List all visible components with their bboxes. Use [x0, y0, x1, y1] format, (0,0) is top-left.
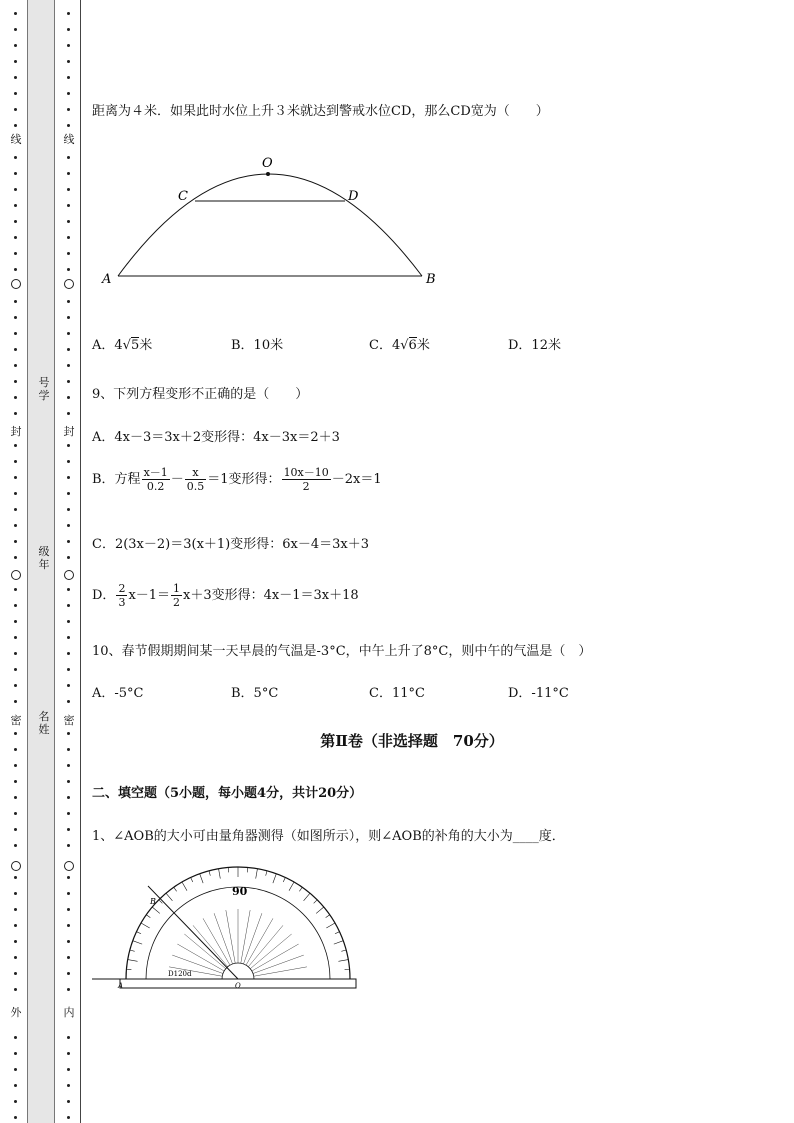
- margin-dot: [14, 1100, 17, 1103]
- label-o: O: [262, 156, 273, 171]
- q8-option-c[interactable]: C．4√6米: [369, 338, 430, 353]
- margin-dot: [14, 828, 17, 831]
- q9-stem: 9、下列方程变形不正确的是（ ）: [92, 387, 309, 402]
- margin-dot: [67, 476, 70, 479]
- margin-dot: [67, 60, 70, 63]
- q8-stem: 距离为４米．如果此时水位上升３米就达到警戒水位CD，那么CD宽为（ ）: [92, 104, 549, 119]
- margin-dot: [14, 12, 17, 15]
- margin-dot: [14, 524, 17, 527]
- left-char-xian: 线: [10, 133, 22, 146]
- fraction: $\frac{x}{0.5}$: [186, 466, 205, 493]
- margin-dot: [67, 12, 70, 15]
- margin-dot: [14, 940, 17, 943]
- margin-dot: [14, 748, 17, 751]
- margin-dot: [67, 412, 70, 415]
- sqrt-icon: √: [122, 338, 131, 353]
- protractor-tick: [152, 907, 160, 913]
- margin-dot: [14, 76, 17, 79]
- protractor-spoke: [252, 944, 299, 971]
- protractor-tick: [182, 882, 187, 891]
- label-c: C: [178, 189, 188, 204]
- margin-dot: [14, 892, 17, 895]
- part-2-heading: 二、填空题（5小题，每小题4分，共计20分）: [92, 786, 363, 801]
- margin-dot: [14, 412, 17, 415]
- protractor-tick: [314, 900, 318, 904]
- protractor-tick: [335, 932, 340, 934]
- margin-dot: [14, 396, 17, 399]
- margin-dot: [14, 1084, 17, 1087]
- q10-stem: 10、春节假期期间某一天早晨的气温是-3°C，中午上升了8°C，则中午的气温是（ ）: [92, 644, 592, 659]
- margin-dot: [67, 380, 70, 383]
- q9-option-b[interactable]: B．方程 $\frac{x-1}{0.2}$ － $\frac{x}{0.5}$ ＝1变形得： $\frac{10x-10}{2}$ －2x＝1: [92, 466, 382, 493]
- margin-dot: [67, 748, 70, 751]
- protractor-spoke: [214, 913, 232, 964]
- protractor-tick: [299, 887, 302, 891]
- margin-dot: [14, 1036, 17, 1039]
- margin-dot: [67, 444, 70, 447]
- margin-dot: [14, 364, 17, 367]
- q10-option-a[interactable]: A．-5°C: [92, 686, 144, 701]
- margin-dot: [14, 236, 17, 239]
- margin-dot: [67, 220, 70, 223]
- q9-option-c[interactable]: C．2(3x－2)＝3(x＋1)变形得：6x－4＝3x＋3: [92, 537, 369, 552]
- margin-dot: [14, 332, 17, 335]
- protractor-spoke: [248, 925, 283, 966]
- margin-dot: [67, 876, 70, 879]
- label-o: O: [235, 982, 241, 990]
- protractor-tick: [273, 874, 276, 883]
- margin-dot: [14, 620, 17, 623]
- right-char-feng: 封: [63, 425, 75, 438]
- margin-dot: [14, 764, 17, 767]
- margin-dot: [14, 924, 17, 927]
- margin-dot: [14, 684, 17, 687]
- protractor-tick: [130, 950, 135, 951]
- protractor-tick: [289, 882, 294, 891]
- margin-dot: [67, 124, 70, 127]
- protractor-tick: [341, 950, 346, 951]
- margin-dot: [67, 108, 70, 111]
- margin-dot: [14, 604, 17, 607]
- protractor-spoke: [243, 913, 261, 964]
- margin-dot: [14, 188, 17, 191]
- protractor-model-label: D120d: [168, 970, 192, 978]
- margin-dot: [67, 268, 70, 271]
- margin-dot: [67, 588, 70, 591]
- margin-dot: [67, 956, 70, 959]
- left-char-mi: 密: [10, 714, 22, 727]
- fraction: $\frac{2}{3}$: [118, 582, 126, 609]
- margin-dot: [14, 204, 17, 207]
- margin-dot: [67, 828, 70, 831]
- margin-dot: [67, 204, 70, 207]
- margin-dot: [67, 844, 70, 847]
- margin-dot: [14, 44, 17, 47]
- margin-dot: [67, 1084, 70, 1087]
- ray-ob: [148, 886, 238, 979]
- q8-option-b[interactable]: B．10米: [231, 338, 284, 353]
- margin-dot: [67, 1100, 70, 1103]
- protractor-spoke: [250, 934, 291, 969]
- margin-dot: [67, 156, 70, 159]
- protractor-tick: [136, 932, 141, 934]
- margin-dot: [14, 92, 17, 95]
- protractor-top-label: 90: [232, 885, 248, 898]
- fraction: $\frac{1}{2}$: [173, 582, 181, 609]
- label-d: D: [348, 189, 359, 204]
- margin-dot: [14, 508, 17, 511]
- margin-dot: [67, 1036, 70, 1039]
- margin-ring: [11, 861, 21, 871]
- protractor-tick: [326, 915, 330, 918]
- margin-dot: [67, 172, 70, 175]
- right-dotted-margin: [63, 0, 75, 1123]
- margin-dot: [67, 300, 70, 303]
- protractor-tick: [146, 915, 150, 918]
- fill1-stem: 1、∠AOB的大小可由量角器测得（如图所示），则∠AOB的补角的大小为____度．: [92, 829, 565, 844]
- margin-ring: [64, 279, 74, 289]
- margin-dot: [67, 812, 70, 815]
- margin-dot: [67, 892, 70, 895]
- margin-dot: [14, 796, 17, 799]
- label-a: A: [118, 982, 124, 990]
- margin-dot: [14, 956, 17, 959]
- protractor-tick: [133, 941, 142, 944]
- protractor-tick: [283, 877, 285, 882]
- margin-dot: [14, 1052, 17, 1055]
- protractor-tick: [338, 960, 348, 962]
- margin-dot: [67, 972, 70, 975]
- margin-dot: [14, 588, 17, 591]
- parabola-figure: [100, 152, 450, 290]
- q10-option-b[interactable]: B．5°C: [231, 686, 279, 701]
- margin-dot: [67, 668, 70, 671]
- margin-dot: [14, 988, 17, 991]
- protractor-tick: [191, 877, 193, 882]
- q8-option-d[interactable]: D．12米: [508, 338, 561, 353]
- margin-dot: [67, 908, 70, 911]
- margin-dot: [14, 732, 17, 735]
- margin-rule: [80, 0, 81, 1123]
- left-char-wai: 外: [10, 1006, 22, 1019]
- left-char-feng: 封: [10, 425, 22, 438]
- right-char-nei: 内: [63, 1006, 75, 1019]
- label-a: A: [102, 272, 112, 287]
- margin-dot: [14, 268, 17, 271]
- protractor-tick: [166, 893, 172, 901]
- left-dotted-margin: [10, 0, 22, 1123]
- margin-dot: [14, 780, 17, 783]
- margin-dot: [14, 556, 17, 559]
- protractor-figure: [92, 862, 362, 992]
- margin-dot: [14, 316, 17, 319]
- margin-dot: [14, 156, 17, 159]
- protractor-tick: [174, 887, 177, 891]
- protractor-tick: [266, 871, 267, 876]
- protractor-tick: [128, 960, 138, 962]
- margin-dot: [67, 1116, 70, 1119]
- protractor-tick: [219, 869, 221, 879]
- margin-dot: [14, 812, 17, 815]
- margin-dot: [67, 796, 70, 799]
- label-b: B: [150, 897, 156, 906]
- right-char-mi: 密: [63, 714, 75, 727]
- margin-dot: [67, 764, 70, 767]
- protractor-spoke: [203, 918, 230, 965]
- margin-dot: [14, 348, 17, 351]
- margin-dot: [14, 700, 17, 703]
- margin-dot: [14, 380, 17, 383]
- margin-dot: [67, 44, 70, 47]
- field-grade: 级年: [38, 545, 50, 571]
- margin-dot: [67, 188, 70, 191]
- q8-option-a[interactable]: A．4√5米: [92, 338, 153, 353]
- margin-dot: [14, 908, 17, 911]
- margin-dot: [67, 252, 70, 255]
- margin-dot: [67, 604, 70, 607]
- margin-dot: [67, 652, 70, 655]
- margin-dot: [14, 844, 17, 847]
- margin-dot: [14, 60, 17, 63]
- q10-option-d[interactable]: D．-11°C: [508, 686, 569, 701]
- protractor-tick: [141, 923, 150, 928]
- margin-dot: [67, 332, 70, 335]
- margin-dot: [67, 988, 70, 991]
- margin-dot: [14, 124, 17, 127]
- margin-dot: [14, 876, 17, 879]
- margin-ring: [11, 570, 21, 580]
- margin-dot: [14, 492, 17, 495]
- q9-option-d[interactable]: D． $\frac{2}{3}$ x－1＝ $\frac{1}{2}$ x＋3变形得：4x－1＝3x＋18: [92, 582, 359, 609]
- margin-dot: [14, 300, 17, 303]
- margin-dot: [14, 1068, 17, 1071]
- margin-dot: [67, 732, 70, 735]
- vertex-point: [266, 172, 270, 176]
- protractor-spoke: [193, 925, 228, 966]
- field-student-number: 号学: [38, 376, 50, 402]
- margin-dot: [67, 460, 70, 463]
- parabola-arc: [118, 174, 422, 276]
- protractor-tick: [200, 874, 203, 883]
- q10-option-c[interactable]: C．11°C: [369, 686, 425, 701]
- label-b: B: [426, 272, 436, 287]
- margin-dot: [67, 396, 70, 399]
- margin-dot: [67, 92, 70, 95]
- fraction: $\frac{10x-10}{2}$: [283, 466, 329, 493]
- margin-dot: [14, 476, 17, 479]
- margin-dot: [67, 940, 70, 943]
- margin-dot: [67, 348, 70, 351]
- margin-dot: [67, 684, 70, 687]
- margin-dot: [67, 508, 70, 511]
- q9-option-a[interactable]: A．4x－3＝3x＋2变形得：4x－3x＝2＋3: [92, 430, 340, 445]
- margin-dot: [67, 76, 70, 79]
- protractor-spoke: [254, 967, 307, 976]
- sqrt-icon: √: [400, 338, 409, 353]
- margin-dot: [14, 444, 17, 447]
- protractor-spoke: [184, 934, 225, 969]
- margin-dot: [14, 108, 17, 111]
- margin-dot: [67, 540, 70, 543]
- protractor-tick: [209, 871, 210, 876]
- margin-dot: [14, 220, 17, 223]
- margin-dot: [67, 636, 70, 639]
- margin-dot: [67, 1068, 70, 1071]
- protractor-spoke: [226, 910, 235, 963]
- margin-dot: [67, 492, 70, 495]
- protractor-spoke: [246, 918, 273, 965]
- margin-dot: [14, 28, 17, 31]
- margin-dot: [14, 1116, 17, 1119]
- right-char-xian: 线: [63, 133, 75, 146]
- margin-dot: [14, 540, 17, 543]
- protractor-tick: [304, 893, 310, 901]
- margin-dot: [14, 636, 17, 639]
- margin-dot: [67, 780, 70, 783]
- protractor-tick: [316, 907, 324, 913]
- margin-dot: [67, 1052, 70, 1055]
- margin-dot: [67, 28, 70, 31]
- margin-dot: [14, 460, 17, 463]
- margin-dot: [67, 620, 70, 623]
- protractor-tick: [334, 941, 343, 944]
- protractor-tick: [326, 923, 335, 928]
- field-name: 名姓: [38, 710, 50, 736]
- margin-dot: [67, 364, 70, 367]
- margin-dot: [14, 652, 17, 655]
- margin-dot: [67, 236, 70, 239]
- margin-ring: [64, 861, 74, 871]
- margin-dot: [14, 668, 17, 671]
- protractor-spoke: [253, 955, 304, 973]
- margin-dot: [67, 524, 70, 527]
- margin-dot: [67, 316, 70, 319]
- margin-dot: [14, 172, 17, 175]
- protractor-tick: [256, 869, 258, 879]
- margin-dot: [67, 556, 70, 559]
- fraction: $\frac{x-1}{0.2}$: [143, 466, 168, 493]
- margin-dot: [67, 700, 70, 703]
- margin-dot: [67, 924, 70, 927]
- section-2-title: 第Ⅱ卷（非选择题 70分）: [320, 732, 504, 750]
- margin-dot: [14, 972, 17, 975]
- protractor-ticks: [126, 867, 350, 979]
- margin-ring: [64, 570, 74, 580]
- protractor-spoke: [241, 910, 250, 963]
- margin-dot: [14, 252, 17, 255]
- margin-ring: [11, 279, 21, 289]
